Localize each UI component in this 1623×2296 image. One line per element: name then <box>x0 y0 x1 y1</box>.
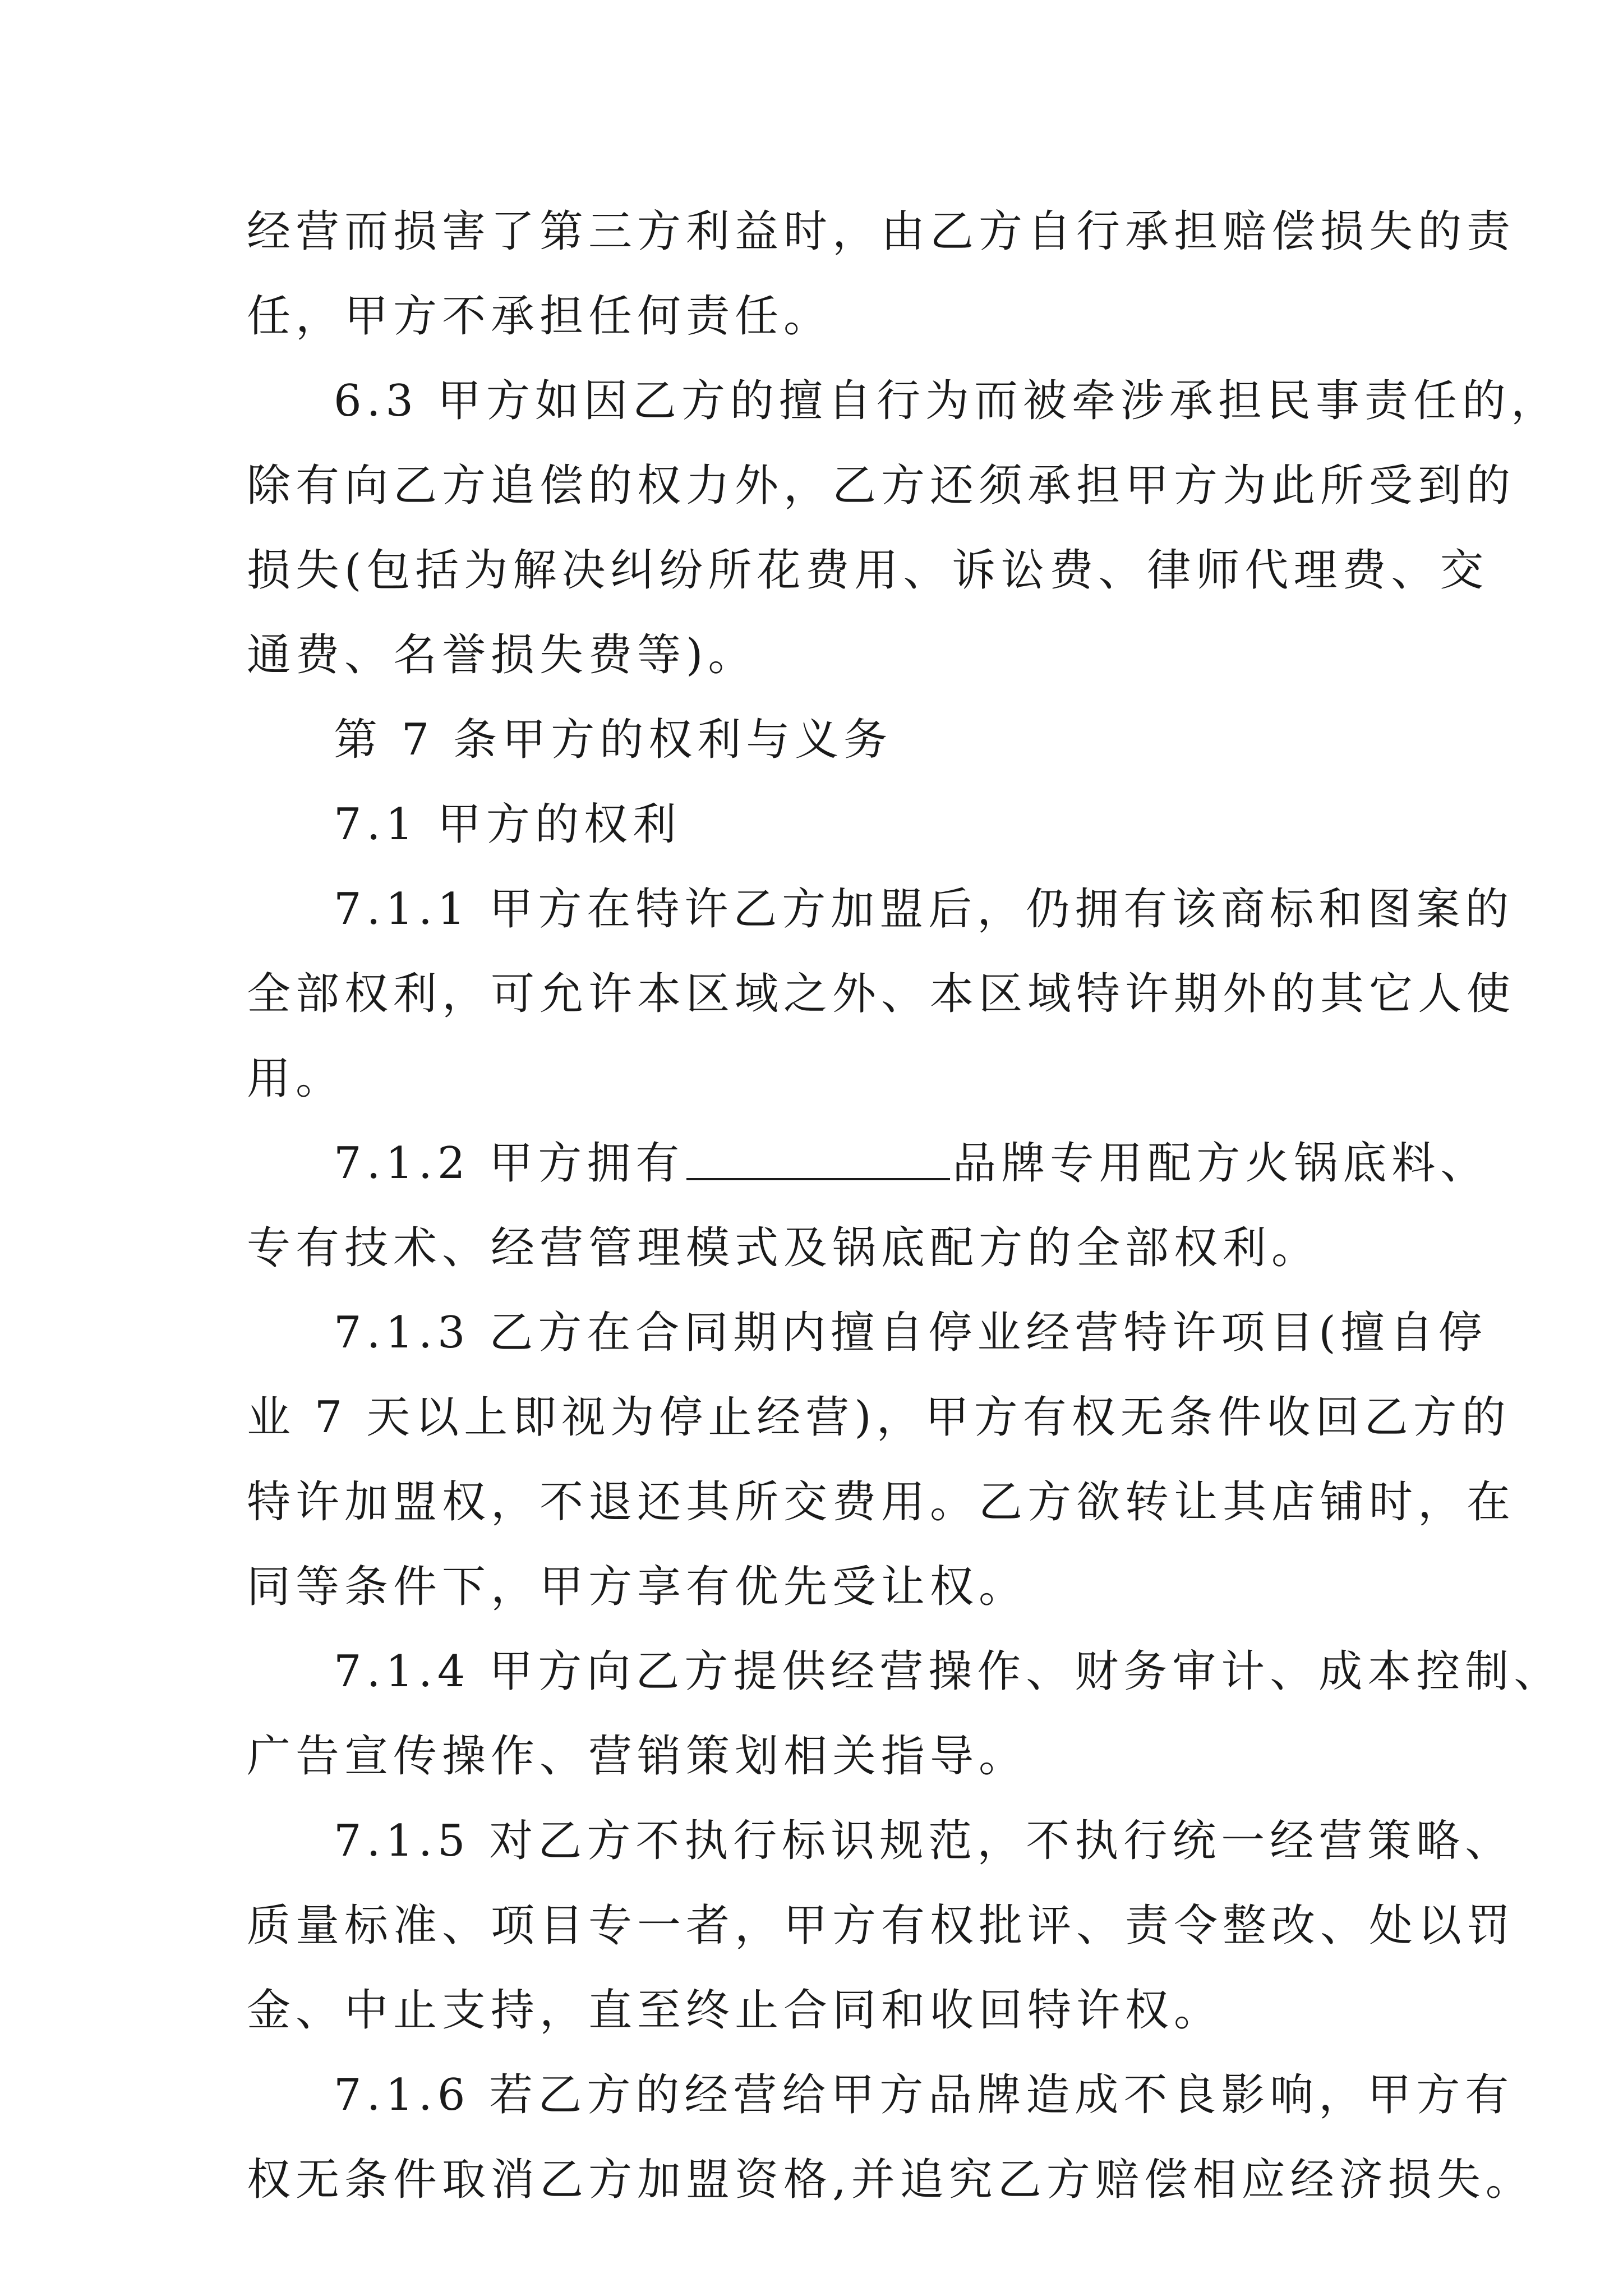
section-7-1-heading: 7.1 甲方的权利 <box>334 799 681 850</box>
article-7-heading: 第 7 条甲方的权利与义务 <box>334 715 893 765</box>
clause-7-1-6: 7.1.6 若乙方的经营给甲方品牌造成不良影响，甲方有 <box>334 2070 1514 2120</box>
clause-7-1-3: 7.1.3 乙方在合同期内擅自停业经营特许项目(擅自停 <box>334 1308 1487 1358</box>
document-body <box>247 190 1563 2223</box>
text-line: 通费、名誉损失费等)。 <box>247 630 757 680</box>
text-line: 特许加盟权，不退还其所交费用。乙方欲转让其店铺时，在 <box>247 1477 1516 1527</box>
text-line: 金、中止支持，直至终止合同和收回特许权。 <box>247 1985 1223 2036</box>
text-line: 经营而损害了第三方利益时，由乙方自行承担赔偿损失的责 <box>247 206 1516 257</box>
text-line: 损失(包括为解决纠纷所花费用、诉讼费、律师代理费、交 <box>247 545 1489 596</box>
clause-7-1-5: 7.1.5 对乙方不执行标识规范，不执行统一经营策略、 <box>334 1816 1514 1866</box>
clause-7-1-2 <box>247 1121 1490 1206</box>
text-line: 权无条件取消乙方加盟资格,并追究乙方赔偿相应经济损失。 <box>247 2155 1534 2205</box>
text-line: 广告宣传操作、营销策划相关指导。 <box>247 1731 1028 1782</box>
text-line: 任，甲方不承担任何责任。 <box>247 291 833 342</box>
brand-name-blank <box>686 1178 950 1180</box>
text-line: 全部权利，可允许本区域之外、本区域特许期外的其它人使 <box>247 969 1516 1019</box>
clause-6-3: 6.3 甲方如因乙方的擅自行为而被牵涉承担民事责任的， <box>334 376 1560 426</box>
clause-7-1-2-suffix: 品牌专用配方火锅底料、 <box>952 1138 1490 1189</box>
text-line: 同等条件下，甲方享有优先受让权。 <box>247 1562 1028 1612</box>
text-line: 专有技术、经营管理模式及锅底配方的全部权利。 <box>247 1223 1321 1273</box>
text-line: 除有向乙方追偿的权力外，乙方还须承担甲方为此所受到的 <box>247 461 1516 511</box>
text-line: 业 7 天以上即视为停止经营)，甲方有权无条件收回乙方的 <box>247 1392 1511 1443</box>
text-line: 质量标准、项目专一者，甲方有权批评、责令整改、处以罚 <box>247 1901 1516 1951</box>
text-line: 用。 <box>247 1053 345 1104</box>
clause-7-1-1: 7.1.1 甲方在特许乙方加盟后，仍拥有该商标和图案的 <box>334 884 1514 935</box>
clause-7-1-2-prefix: 7.1.2 甲方拥有 <box>334 1138 685 1189</box>
clause-7-1-4: 7.1.4 甲方向乙方提供经营操作、财务审计、成本控制、 <box>334 1646 1563 1697</box>
